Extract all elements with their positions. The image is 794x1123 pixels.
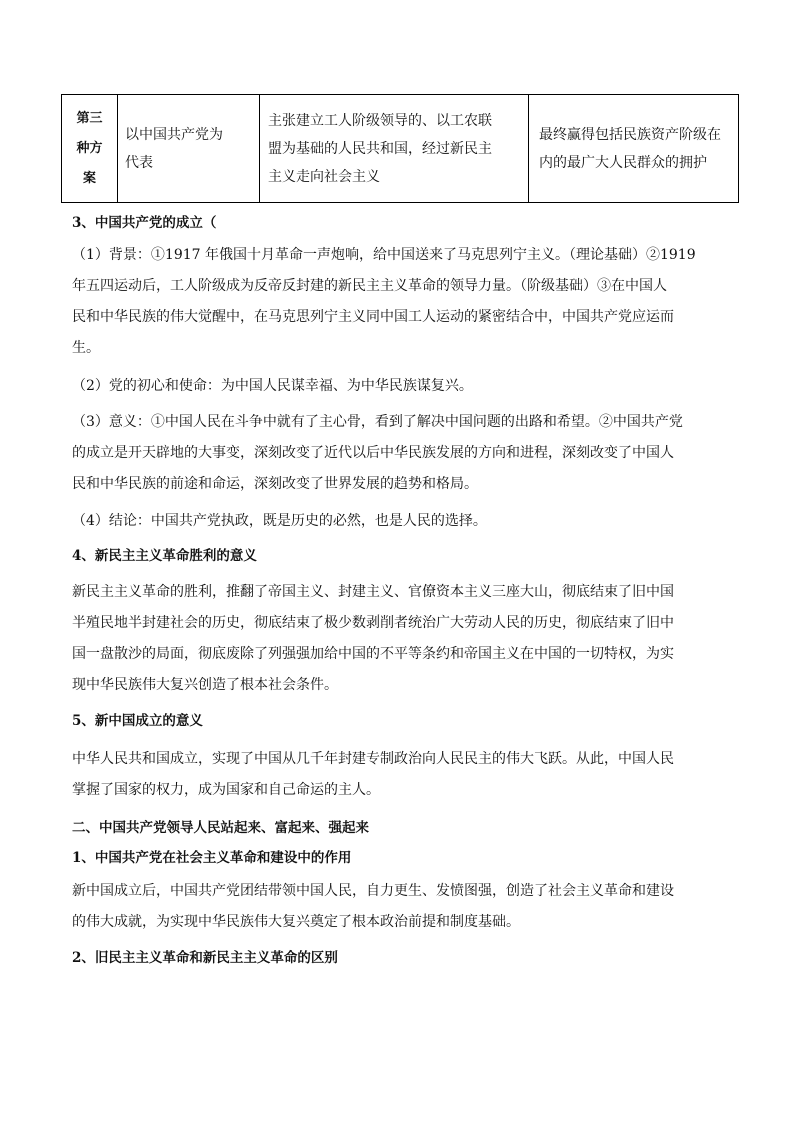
paragraph-line: 掌握了国家的权力，成为国家和自己命运的主人。 (72, 782, 380, 798)
paragraph-line: 民和中华民族的前途和命运，深刻改变了世界发展的趋势和格局。 (72, 476, 478, 492)
plan-representative-cell (118, 95, 260, 203)
representative-line: 以中国共产党为 (125, 126, 223, 143)
plan-label-line: 第三 (76, 110, 103, 126)
paragraph-line: （2）党的初心和使命：为中国人民谋幸福、为中华民族谋复兴。 (72, 378, 473, 394)
part-2-section-1-body (72, 876, 732, 938)
section-heading: 1、中国共产党在社会主义革命和建设中的作用 (72, 850, 352, 866)
section-3-significance (72, 407, 732, 500)
section-3 (72, 210, 732, 236)
paragraph-line: 新中国成立后，中国共产党团结带领中国人民，自力更生、发愤图强，创造了社会主义革命和建设 (72, 883, 674, 899)
section-4 (72, 543, 732, 569)
paragraph-line: 民和中华民族的伟大觉醒中，在马克思列宁主义同中国工人运动的紧密结合中，中国共产党应运而 (72, 309, 674, 325)
paragraph-line: 生。 (72, 340, 100, 356)
section-heading: 4、新民主主义革命胜利的意义 (72, 548, 257, 564)
paragraph-line: 年五四运动后，工人阶级成为反帝反封建的新民主主义革命的领导力量。（阶级基础）③在中国人 (72, 278, 667, 294)
section-3-background (72, 240, 732, 364)
section-heading: 5、新中国成立的意义 (72, 713, 203, 729)
paragraph-line: 的成立是开天辟地的大事变，深刻改变了近代以后中华民族发展的方向和进程，深刻改变了中国人 (72, 445, 674, 461)
proposition-line: 主义走向社会主义 (268, 168, 380, 185)
part-heading: 二、中国共产党领导人民站起来、富起来、强起来 (72, 820, 369, 836)
paragraph-line: 新民主主义革命的胜利，推翻了帝国主义、封建主义、官僚资本主义三座大山，彻底结束了旧中国 (72, 584, 674, 600)
plan-label-line: 案 (82, 170, 96, 186)
paragraph-line: 现中华民族伟大复兴创造了根本社会条件。 (72, 677, 338, 693)
result-line: 内的最广大人民群众的拥护 (539, 154, 707, 171)
section-heading: 2、旧民主主义革命和新民主主义革命的区别 (72, 950, 338, 966)
part-2-section-1 (72, 845, 732, 871)
section-5 (72, 708, 732, 734)
plan-result-cell (529, 95, 739, 203)
paragraph-line: 的伟大成就，为实现中华民族伟大复兴奠定了根本政治前提和制度基础。 (72, 914, 520, 930)
proposition-line: 盟为基础的人民共和国，经过新民主 (268, 140, 492, 157)
paragraph-line: （4）结论：中国共产党执政，既是历史的必然，也是人民的选择。 (72, 513, 487, 529)
paragraph-line: 中华人民共和国成立，实现了中国从几千年封建专制政治向人民民主的伟大飞跃。从此，中国人民 (72, 751, 674, 767)
paragraph-line: 国一盘散沙的局面，彻底废除了列强强加给中国的不平等条约和帝国主义在中国的一切特权，为实 (72, 646, 674, 662)
plan-label-cell (62, 95, 118, 203)
part-2-section-2 (72, 945, 732, 971)
plan-label-line: 种方 (76, 140, 103, 156)
section-3-mission (72, 371, 732, 402)
plan-proposition-cell (260, 95, 529, 203)
paragraph-line: 半殖民地半封建社会的历史，彻底结束了极少数剥削者统治广大劳动人民的历史，彻底结束了旧中 (72, 615, 674, 631)
section-3-conclusion (72, 506, 732, 537)
proposition-line: 主张建立工人阶级领导的、以工农联 (268, 112, 492, 129)
paragraph-line: （3）意义：①中国人民在斗争中就有了主心骨，看到了解决中国问题的出路和希望。②中国共产党 (72, 414, 683, 430)
result-line: 最终赢得包括民族资产阶级在 (539, 126, 721, 143)
table-row (62, 95, 739, 203)
section-5-body (72, 744, 732, 806)
part-2 (72, 815, 732, 841)
section-4-body (72, 577, 732, 701)
paragraph-line: （1）背景：①1917 年俄国十月革命一声炮响，给中国送来了马克思列宁主义。（理论基础）②1919 (72, 247, 696, 263)
section-heading: 3、中国共产党的成立（ (72, 215, 217, 231)
plans-table (61, 94, 739, 203)
representative-line: 代表 (125, 154, 153, 171)
